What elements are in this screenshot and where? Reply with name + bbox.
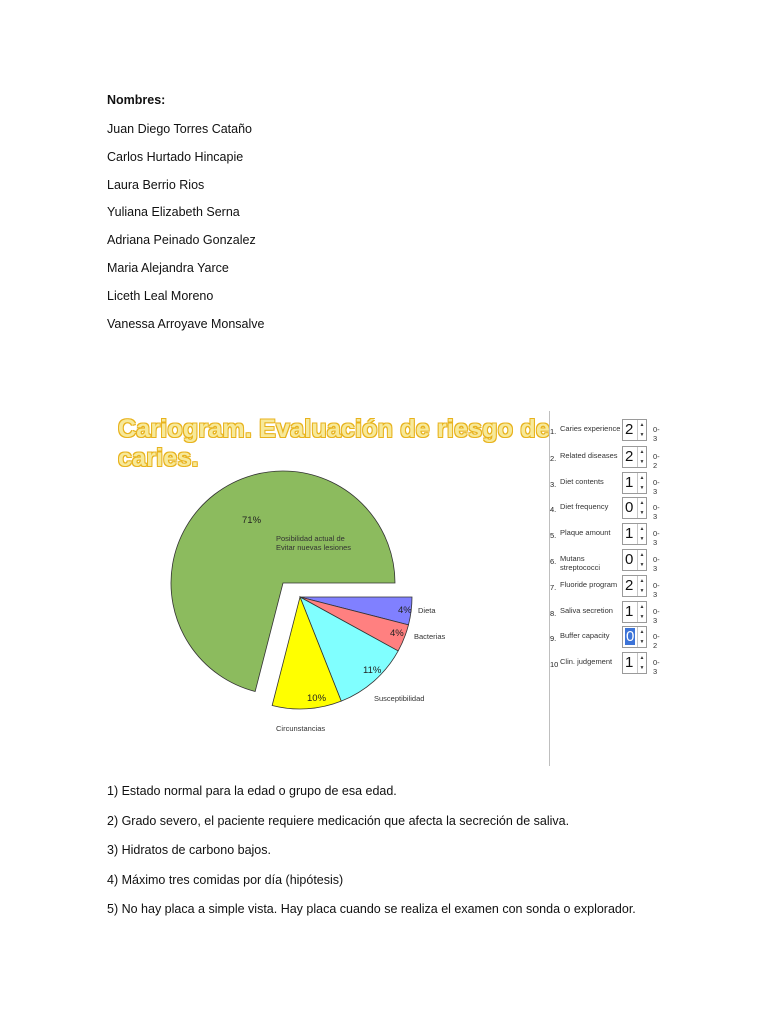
factor-range: 0-3 — [653, 503, 660, 521]
factor-number: 9. — [550, 634, 557, 643]
spin-up-icon[interactable]: ▲ — [639, 655, 645, 661]
spin-down-icon[interactable]: ▼ — [639, 432, 645, 438]
pie-chart — [100, 405, 560, 770]
spin-down-icon[interactable]: ▼ — [639, 510, 645, 516]
factor-row — [550, 523, 660, 547]
factor-spinbox[interactable] — [622, 497, 647, 519]
slice-value-label: 10% — [307, 693, 327, 704]
slice-category-label: Circunstancias — [276, 724, 326, 733]
factor-row — [550, 626, 660, 650]
factor-number: 3. — [550, 480, 557, 489]
factor-label: Mutans streptococci — [560, 554, 601, 572]
spin-down-icon[interactable]: ▼ — [639, 665, 645, 671]
name-item: Maria Alejandra Yarce — [107, 260, 229, 275]
note-item: 4) Máximo tres comidas por día (hipótesis) — [107, 872, 344, 887]
factor-spinbox[interactable] — [622, 446, 647, 468]
spin-buttons[interactable] — [637, 602, 646, 622]
names-section — [107, 93, 265, 343]
factor-value[interactable]: 0 — [626, 628, 635, 645]
factor-value[interactable]: 2 — [625, 448, 634, 465]
spin-down-icon[interactable]: ▼ — [639, 614, 645, 620]
factor-spinbox[interactable] — [622, 472, 647, 494]
spin-buttons[interactable] — [637, 550, 646, 570]
spin-down-icon[interactable]: ▼ — [639, 459, 645, 465]
spin-up-icon[interactable]: ▲ — [639, 578, 645, 584]
factor-number: 5. — [550, 531, 557, 540]
factor-spinbox[interactable] — [622, 601, 647, 623]
factor-range: 0-3 — [653, 478, 660, 496]
spin-down-icon[interactable]: ▼ — [639, 588, 645, 594]
factor-value[interactable]: 2 — [625, 577, 634, 594]
name-item: Liceth Leal Moreno — [107, 288, 214, 303]
slice-category-label: Bacterias — [414, 632, 446, 641]
spin-up-icon[interactable]: ▲ — [639, 475, 645, 481]
factor-range: 0-2 — [653, 452, 660, 470]
spin-buttons[interactable] — [637, 498, 646, 518]
factor-label: Saliva secretion — [560, 606, 613, 615]
spin-up-icon[interactable]: ▲ — [639, 552, 645, 558]
factor-spinbox[interactable] — [622, 626, 647, 648]
spin-buttons[interactable] — [637, 524, 646, 544]
chart-title: Cariogram. Evaluación de riesgo de caries. — [118, 415, 550, 472]
factor-value[interactable]: 0 — [625, 551, 634, 568]
name-item: Vanessa Arroyave Monsalve — [107, 316, 265, 331]
factor-value[interactable]: 1 — [625, 603, 634, 620]
slice-category-label: Dieta — [418, 606, 436, 615]
factor-range: 0-3 — [653, 607, 660, 625]
factor-row — [550, 472, 660, 496]
name-item: Yuliana Elizabeth Serna — [107, 205, 240, 220]
name-item: Laura Berrio Rios — [107, 177, 205, 192]
spin-down-icon[interactable]: ▼ — [639, 485, 645, 491]
factor-row — [550, 419, 660, 443]
factor-number: 6. — [550, 557, 557, 566]
factor-label: Buffer capacity — [560, 631, 610, 640]
note-item: 2) Grado severo, el paciente requiere medicación que afecta la secreción de saliva. — [107, 813, 570, 828]
spin-down-icon[interactable]: ▼ — [639, 639, 645, 645]
notes-section — [107, 783, 636, 931]
risk-factor-panel — [549, 411, 660, 766]
factor-spinbox[interactable] — [622, 419, 647, 441]
factor-number: 4. — [550, 505, 557, 514]
factor-label: Fluoride program — [560, 580, 618, 589]
spin-buttons[interactable] — [637, 420, 646, 440]
spin-buttons[interactable] — [637, 473, 646, 493]
factor-range: 0-3 — [653, 658, 660, 676]
factor-spinbox[interactable] — [622, 575, 647, 597]
factor-value[interactable]: 1 — [625, 474, 634, 491]
slice-value-label: 11% — [363, 665, 382, 676]
factor-row — [550, 601, 660, 625]
factor-value[interactable]: 1 — [625, 654, 634, 671]
factor-range: 0-2 — [653, 632, 660, 650]
slice-category-label: Posibilidad actual de Evitar nuevas lesiones — [276, 534, 352, 552]
factor-label: Diet contents — [560, 477, 604, 486]
spin-buttons[interactable] — [637, 447, 646, 467]
spin-up-icon[interactable]: ▲ — [639, 449, 645, 455]
spin-up-icon[interactable]: ▲ — [639, 629, 645, 635]
factor-row — [550, 446, 660, 470]
factor-range: 0-3 — [653, 581, 660, 599]
factor-row — [550, 549, 660, 573]
factor-label: Clin. judgement — [560, 657, 613, 666]
factor-label: Related diseases — [560, 451, 618, 460]
note-item: 3) Hidratos de carbono bajos. — [107, 843, 271, 858]
factor-value[interactable]: 1 — [625, 525, 634, 542]
names-title: Nombres: — [107, 93, 166, 107]
spin-buttons[interactable] — [637, 627, 646, 647]
factor-label: Diet frequency — [560, 502, 609, 511]
note-item: 1) Estado normal para la edad o grupo de esa edad. — [107, 784, 397, 798]
name-item: Adriana Peinado Gonzalez — [107, 233, 256, 248]
spin-down-icon[interactable]: ▼ — [639, 562, 645, 568]
factor-value[interactable]: 0 — [625, 499, 634, 516]
spin-up-icon[interactable]: ▲ — [639, 526, 645, 532]
spin-up-icon[interactable]: ▲ — [639, 422, 645, 428]
factor-number: 10 — [550, 660, 559, 669]
slice-value-label: 4% — [390, 628, 404, 639]
name-item: Juan Diego Torres Cataño — [107, 122, 252, 136]
factor-value[interactable]: 2 — [625, 421, 634, 438]
factor-spinbox[interactable] — [622, 549, 647, 571]
spin-buttons[interactable] — [637, 576, 646, 596]
slice-category-label: Susceptibilidad — [374, 694, 425, 703]
factor-number: 7. — [550, 583, 557, 592]
factor-range: 0-3 — [653, 529, 660, 547]
slice-value-label: 4% — [398, 605, 412, 616]
factor-row — [550, 652, 660, 676]
factor-label: Plaque amount — [560, 528, 611, 537]
factor-number: 8. — [550, 609, 557, 618]
factor-label: Caries experience — [560, 424, 621, 433]
cariogram-figure — [100, 405, 560, 770]
factor-range: 0-3 — [653, 555, 660, 573]
spin-up-icon[interactable]: ▲ — [639, 500, 645, 506]
spin-buttons[interactable] — [637, 653, 646, 673]
note-item: 5) No hay placa a simple vista. Hay placa cuando se realiza el examen con sonda o explorador. — [107, 902, 636, 917]
factor-spinbox[interactable] — [622, 652, 647, 674]
slice-value-label: 71% — [242, 515, 262, 526]
spin-down-icon[interactable]: ▼ — [639, 536, 645, 542]
name-item: Carlos Hurtado Hincapie — [107, 149, 244, 164]
spin-up-icon[interactable]: ▲ — [639, 604, 645, 610]
factor-spinbox[interactable] — [622, 523, 647, 545]
factor-range: 0-3 — [653, 425, 660, 443]
factor-row — [550, 575, 660, 599]
factor-number: 2. — [550, 454, 557, 463]
factor-row — [550, 497, 660, 521]
factor-number: 1. — [550, 427, 557, 436]
